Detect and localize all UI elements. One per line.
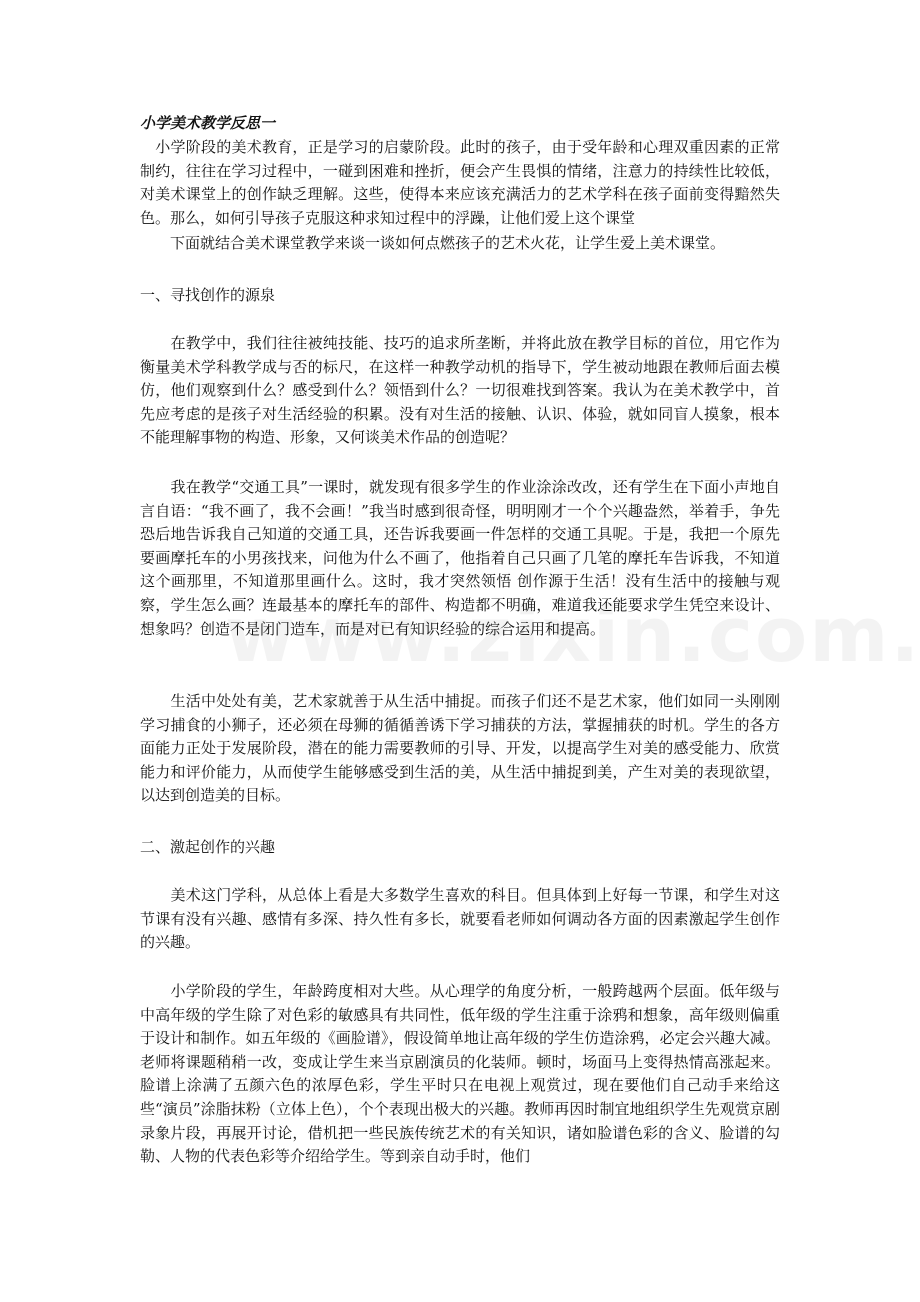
section1-paragraph-1: 在教学中，我们往往被纯技能、技巧的追求所垄断，并将此放在教学目标的首位，用它作为衡量美术学科教学成与否的标尺，在这样一种教学动机的指导下，学生被动地跟在教师后面去模仿，他们观察到什么？感受到什么？领悟到什么？一切很难找到答案。我认为在美术教学中，首先应考虑的是孩子对生活经验的积累。没有对生活的接触、认识、体验，就如同盲人摸象，根本不能理解事物的构造、形象，又何谈美术作品的创造呢？ bbox=[140, 334, 780, 447]
section1-paragraph-3: 生活中处处有美，艺术家就善于从生活中捕捉。而孩子们还不是艺术家，他们如同一头刚刚学习捕食的小狮子，还必须在母狮的循循善诱下学习捕获的方法，掌握捕获的时机。学生的各方面能力正处于发展阶段，潜在的能力需要教师的引导、开发，以提高学生对美的感受能力、欣赏能力和评价能力，从而使学生能够感受到生活的美，从生活中捕捉到美，产生对美的表现欲望，以达到创造美的目标。 bbox=[140, 692, 780, 805]
section-heading-1: 一、寻找创作的源泉 bbox=[140, 286, 276, 304]
section-heading-2: 二、激起创作的兴趣 bbox=[140, 838, 276, 856]
intro-paragraph-1: 小学阶段的美术教育，正是学习的启蒙阶段。此时的孩子，由于受年龄和心理双重因素的正常制约，往往在学习过程中，一碰到困难和挫折，便会产生畏惧的情绪，注意力的持续性比较低，对美术课堂上的创作缺乏理解。这些，使得本来应该充满活力的艺术学科在孩子面前变得黯然失色。那么，如何引导孩子克服这种求知过程中的浮躁，让他们爱上这个课堂 bbox=[140, 138, 780, 227]
intro-paragraph-2: 下面就结合美术课堂教学来谈一谈如何点燃孩子的艺术火花，让学生爱上美术课堂。 bbox=[140, 234, 726, 252]
section2-paragraph-1: 美术这门学科，从总体上看是大多数学生喜欢的科目。但具体到上好每一节课，和学生对这节课有没有兴趣、感情有多深、持久性有多长，就要看老师如何调动各方面的因素激起学生创作的兴趣。 bbox=[140, 886, 780, 952]
section2-paragraph-2: 小学阶段的学生，年龄跨度相对大些。从心理学的角度分析，一般跨越两个层面。低年级与中高年级的学生除了对色彩的敏感具有共同性，低年级的学生注重于涂鸦和想象，高年级则偏重于设计和制作。如五年级的《画脸谱》，假设简单地让高年级的学生仿造涂鸦，必定会兴趣大减。老师将课题稍稍一改，变成让学生来当京剧演员的化装师。顿时，场面马上变得热情高涨起来。脸谱上涂满了五颜六色的浓厚色彩，学生平时只在电视上观赏过，现在要他们自己动手来给这些“演员”涂脂抹粉（立体上色），个个表现出极大的兴趣。教师再因时制宜地组织学生先观赏京剧录象片段，再展开讨论，借机把一些民族传统艺术的有关知识，诸如脸谱色彩的含义、脸谱的勾勒、人物的代表色彩等介绍给学生。等到亲自动手时，他们 bbox=[140, 982, 780, 1166]
document-title: 小学美术教学反思一 bbox=[140, 116, 276, 132]
section1-paragraph-2: 我在教学“交通工具”一课时，就发现有很多学生的作业涂涂改改，还有学生在下面小声地自言自语：“我不画了，我不会画！”我当时感到很奇怪，明明刚才一个个兴趣盎然，举着手，争先恐后地告诉我自己知道的交通工具，还告诉我要画一件怎样的交通工具呢。于是，我把一个原先要画摩托车的小男孩找来，问他为什么不画了，他指着自己只画了几笔的摩托车告诉我，不知道这个画那里，不知道那里画什么。这时，我才突然领悟 创作源于生活！没有生活中的接触与观察，学生怎么画？连最基本的摩托车的部件、构造都不明确，难道我还能要求学生凭空来设计、想象吗？创造不是闭门造车，而是对已有知识经验的综合运用和提高。 bbox=[140, 478, 780, 638]
